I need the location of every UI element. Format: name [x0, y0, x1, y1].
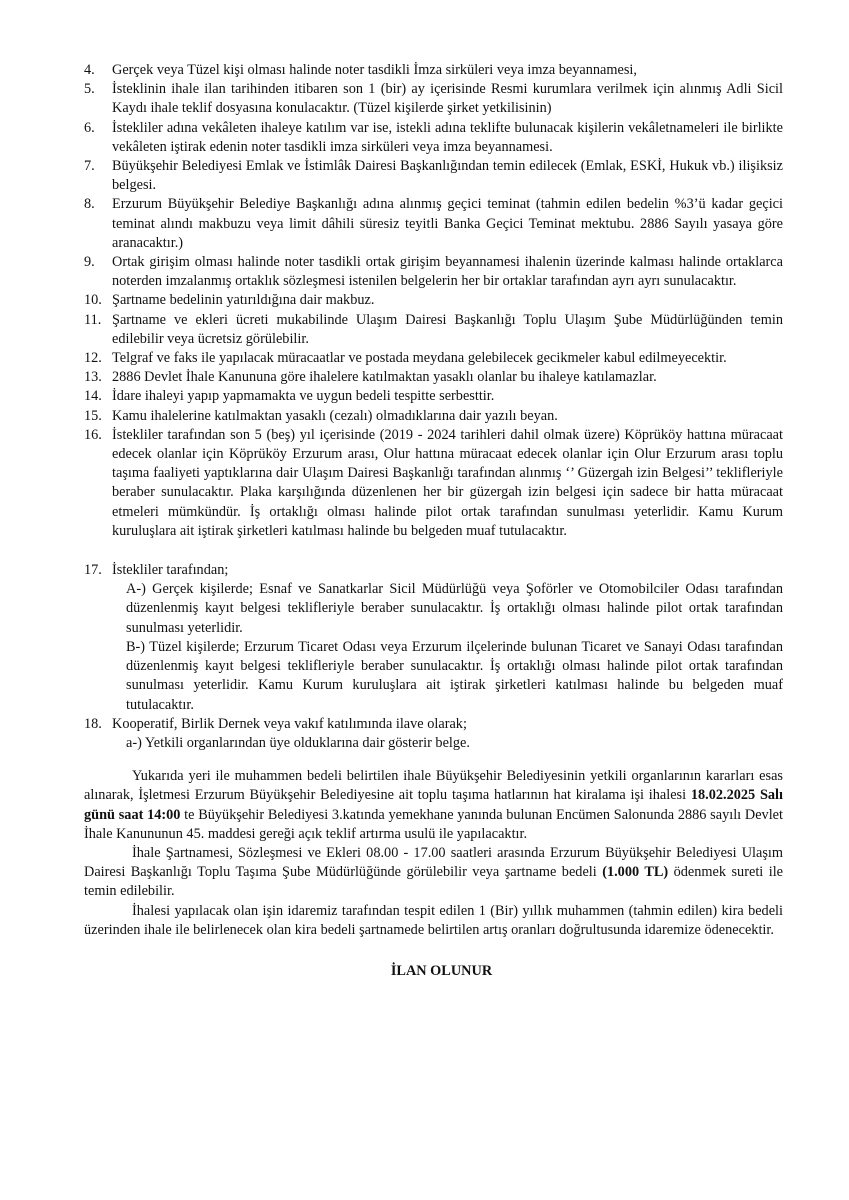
- item-number: 8.: [84, 196, 95, 213]
- item-text: Telgraf ve faks ile yapılacak müracaatlar ve postada meydana gelebilecek gecikmeler kabul edilmeyecektir.: [112, 350, 727, 367]
- list-item: [84, 368, 783, 387]
- paragraph-text: İhale Şartnamesi, Sözleşmesi ve Ekleri 08.00 - 17.00 saatleri arasında Erzurum Büyükşehir Belediyesi Ulaşım Dairesi Başkanlığı Toplu Taşıma Şube Müdürlüğünde görülebilir veya şartname bedeli: [84, 844, 783, 881]
- item-text: İstekliler tarafından son 5 (beş) yıl içerisinde (2019 - 2024 tarihleri dahil olmak üzere) Köprüköy hattına müracaat edecek olanlar için Köprüköy Erzurum arası, Olur hattına müracaat edecek olanlar için Olur Erzurum arası toplu taşıma faaliyeti yaptıklarına dair Ulaşım Dairesi Başkanlığı tarafından alınmış ‘’ Güzergah izin Belgesi’’ teklifleriyle beraber sunulacaktır. Plaka karşılığında düzenlenen her bir güzergah izin belgesi için sadece bir hatta müracaat etmeleri mümkündür. İş ortaklığı olması halinde pilot ortak tarafından sunulması yeterlidir. Kamu Kurum kuruluşlara ait iştirak şirketleri katılması halinde bu belgeden muaf tutulacaktır.: [112, 426, 783, 539]
- list-item: [84, 291, 783, 310]
- item-text: İsteklinin ihale ilan tarihinden itibaren son 1 (bir) ay içerisinde Resmi kurumlara verilmek için alınmış Adli Sicil Kaydı ihale teklif dosyasına konulacaktır. (Tüzel kişilerde şirket yetkilisinin): [112, 81, 783, 117]
- list-item: [84, 157, 783, 195]
- item-text: Şartname bedelinin yatırıldığına dair makbuz.: [112, 292, 375, 309]
- sub-items: [112, 734, 783, 753]
- list-item-18: [84, 715, 783, 753]
- spec-fee: (1.000 TL): [602, 864, 669, 881]
- sub-item-b: B-) Tüzel kişilerde; Erzurum Ticaret Odası veya Erzurum ilçelerinde bulunan Ticaret ve Sanayi Odası tarafından düzenlenmiş kayıt belgesi teklifleriyle beraber sunulacaktır. İş ortaklığı olması halinde pilot ortak tarafından sunulması yeterlidir. Kamu Kurum kuruluşlara ait iştirak şirketleri katılması halinde bu belgeden muaf tutulacaktır.: [126, 638, 783, 713]
- spacer: [84, 541, 783, 561]
- list-item: [84, 349, 783, 368]
- item-number: 16.: [84, 426, 102, 443]
- item-number: 14.: [84, 388, 102, 405]
- paragraph-text: Yukarıda yeri ile muhammen bedeli belirtilen ihale Büyükşehir Belediyesinin yetkili organlarının kararları esas alınarak, İşletmesi Erzurum Büyükşehir Belediyesine ait toplu taşıma hatlarının hat kiralama işi ihalesi: [84, 768, 783, 804]
- item-number: 4.: [84, 62, 95, 78]
- item-number: 18.: [84, 715, 102, 732]
- item-number: 6.: [84, 119, 95, 136]
- requirements-list-continued: [84, 561, 783, 753]
- item-text: Kamu ihalelerine katılmaktan yasaklı (cezalı) olmadıklarına dair yazılı beyan.: [112, 407, 558, 424]
- list-item: [84, 119, 783, 157]
- item-number: 12.: [84, 350, 102, 367]
- item-number: 10.: [84, 292, 102, 309]
- list-item: [84, 80, 783, 118]
- sub-item-a: a-) Yetkili organlarından üye olduklarına dair gösterir belge.: [126, 734, 470, 751]
- item-text: Ortak girişim olması halinde noter tasdikli ortak girişim beyannamesi ihalenin üzerinde kalması halinde ortaklarca noterden imzalanmış ortaklık sözleşmesi istenilen belgelerin her bir ortaklar tarafından ayrı ayrı sunulacaktır.: [112, 254, 783, 290]
- sub-item-a: A-) Gerçek kişilerde; Esnaf ve Sanatkarlar Sicil Müdürlüğü veya Şoförler ve Otomobilciler Odası tarafından düzenlenmiş kayıt belgesi teklifleriyle beraber sunulacaktır. İş ortaklığı olması halinde pilot ortak tarafından sunulması yeterlidir.: [126, 581, 783, 636]
- item-text: Erzurum Büyükşehir Belediye Başkanlığı adına alınmış geçici teminat (tahmin edilen bedelin %3’ü kadar geçici teminat alındı makbuzu veya limit dâhili süresiz teyitli Banka Geçici Teminat mektubu. 2886 Sayılı yasaya göre aranacaktır.): [112, 196, 783, 251]
- item-text: Gerçek veya Tüzel kişi olması halinde noter tasdikli İmza sirküleri veya imza beyannamesi,: [112, 62, 637, 78]
- paragraph-text: ödenmek sureti ile temin edilebilir.: [84, 864, 784, 900]
- item-text: Büyükşehir Belediyesi Emlak ve İstimlâk Dairesi Başkanlığından temin edilecek (Emlak, ESKİ, Hukuk vb.) ilişiksiz belgesi.: [112, 158, 783, 194]
- item-text: 2886 Devlet İhale Kanununa göre ihalelere katılmaktan yasaklı olanlar bu ihaleye katılamazlar.: [112, 369, 657, 386]
- item-number: 5.: [84, 81, 95, 98]
- item-text: İdare ihaleyi yapıp yapmamakta ve uygun bedeli tespitte serbesttir.: [112, 388, 495, 405]
- tender-date-paragraph: [84, 767, 783, 844]
- rent-paragraph: İhalesi yapılacak olan işin idaremiz tarafından tespit edilen 1 (Bir) yıllık muhammen (tahmin edilen) kira bedeli üzerinden ihale ile belirlenecek olan kira bedeli şartnamede belirtilen artış oranları doğrultusunda idaremize ödenecektir.: [84, 902, 783, 938]
- list-item: [84, 387, 783, 406]
- closing-statement: İLAN OLUNUR: [390, 962, 493, 979]
- item-number: 17.: [84, 562, 102, 579]
- list-item: [84, 407, 783, 426]
- requirements-list: [84, 61, 783, 541]
- list-item: [84, 61, 783, 80]
- list-item: [84, 195, 783, 253]
- spec-fee-paragraph: [84, 844, 783, 902]
- item-text: Şartname ve ekleri ücreti mukabilinde Ulaşım Dairesi Başkanlığı Toplu Ulaşım Şube Müdürlüğünden temin edilebilir veya ücretsiz görülebilir.: [112, 311, 783, 347]
- list-item: [84, 426, 783, 541]
- item-number: 11.: [84, 311, 102, 328]
- list-item-17: [84, 561, 783, 715]
- item-text: Kooperatif, Birlik Dernek veya vakıf katılımında ilave olarak;: [112, 715, 467, 732]
- item-number: 7.: [84, 158, 95, 175]
- item-number: 9.: [84, 254, 95, 271]
- item-number: 15.: [84, 407, 102, 424]
- item-number: 13.: [84, 369, 102, 386]
- list-item: [84, 253, 783, 291]
- item-text: İstekliler tarafından;: [112, 562, 229, 579]
- item-text: İstekliler adına vekâleten ihaleye katılım var ise, istekli adına teklifte bulunacak kişilerin vekâletnameleri ile birlikte vekâleten iştirak edenin noter tasdikli imza sirküleri veya imza beyannamesi.: [112, 119, 783, 155]
- tender-date: 18.02.2025 Salı günü saat 14:00: [84, 787, 783, 823]
- sub-items: [112, 580, 783, 714]
- list-item: [84, 311, 783, 349]
- paragraph-text: te Büyükşehir Belediyesi 3.katında yemekhane yanında bulunan Encümen Salonunda 2886 sayılı Devlet İhale Kanununun 45. maddesi gereği açık teklif artırma usulü ile yapılacaktır.: [84, 806, 783, 842]
